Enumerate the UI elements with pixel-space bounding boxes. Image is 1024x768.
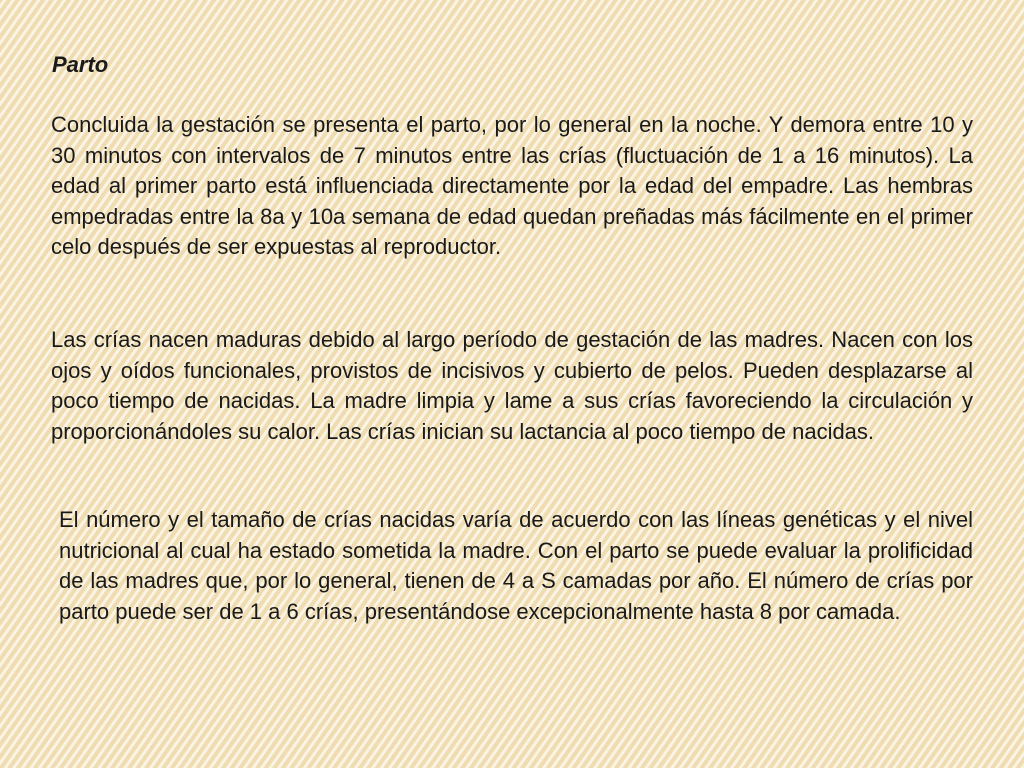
paragraph-numero-crias: El número y el tamaño de crías nacidas varía de acuerdo con las líneas genéticas y el nivel nutricional al cual ha estado sometida la madre. Con el parto se puede evaluar la prolificidad de las madres que, por lo general, tienen de 4 a S camadas por año. El número de crías por parto puede ser de 1 a 6 crías, presentándose excepcionalmente hasta 8 por camada. xyxy=(59,507,973,624)
paragraph-parto-duracion: Concluida la gestación se presenta el parto, por lo general en la noche. Y demora entre 10 y 30 minutos con intervalos de 7 minutos entre las crías (fluctuación de 1 a 16 minutos). La edad al primer parto está influenciada directamente por la edad del empadre. Las hembras empedradas entre la 8a y 10a semana de edad quedan preñadas más fácilmente en el primer celo después de ser expuestas al reproductor. xyxy=(51,112,973,259)
paragraph-crias-maduras: Las crías nacen maduras debido al largo período de gestación de las madres. Nacen con los ojos y oídos funcionales, provistos de incisivos y cubierto de pelos. Pueden desplazarse al poco tiempo de nacidas. La madre limpia y lame a sus crías favoreciendo la circulación y proporcionándoles su calor. Las crías inician su lactancia al poco tiempo de nacidas. xyxy=(51,327,973,444)
slide-title: Parto xyxy=(52,52,109,77)
